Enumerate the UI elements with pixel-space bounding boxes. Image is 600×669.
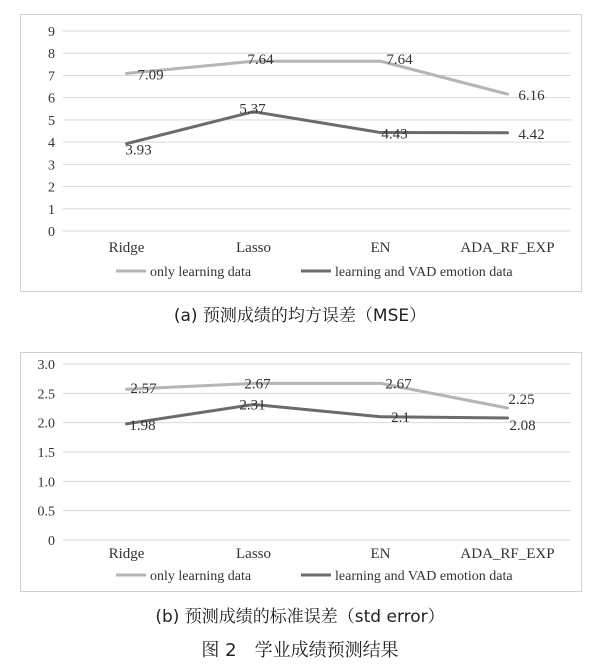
- chart-panel-mse: [20, 14, 582, 292]
- chart-panel-std-error: [20, 352, 582, 592]
- legend: [116, 265, 513, 280]
- data-label: 2.1: [391, 409, 410, 426]
- y-tick-label: 0: [48, 225, 55, 240]
- data-label: 3.93: [125, 142, 152, 159]
- data-label: 2.25: [508, 392, 535, 408]
- data-label: 7.64: [386, 52, 413, 69]
- std-error-line-chart: [21, 353, 581, 591]
- series-line-2: [127, 112, 508, 144]
- data-label: 6.16: [518, 88, 545, 105]
- y-tick-label: 1: [48, 202, 55, 218]
- y-tick-label: 4: [48, 136, 55, 152]
- y-tick-label: 0.5: [37, 504, 55, 520]
- y-tick-label: 2.5: [37, 387, 55, 403]
- y-tick-label: 6: [48, 91, 55, 107]
- legend-label: learning and VAD emotion data: [335, 569, 513, 584]
- y-tick-label: 3.0: [37, 358, 55, 373]
- data-label: 4.43: [381, 126, 408, 143]
- data-label: 1.98: [129, 417, 156, 434]
- data-label: 7.64: [247, 52, 274, 69]
- y-tick-label: 8: [48, 47, 55, 63]
- x-category-label: ADA_RF_EXP: [460, 546, 555, 562]
- data-label: 2.31: [239, 397, 266, 414]
- data-label: 2.67: [244, 376, 271, 393]
- data-label: 5.37: [239, 101, 266, 118]
- legend-label: only learning data: [150, 569, 252, 584]
- y-tick-label: 7: [48, 69, 55, 85]
- legend-label: only learning data: [150, 265, 252, 280]
- x-category-label: Ridge: [108, 546, 145, 562]
- data-label: 2.67: [385, 376, 412, 393]
- y-tick-label: 9: [48, 25, 55, 40]
- series-line-1: [127, 61, 508, 94]
- y-tick-label: 3: [48, 158, 55, 174]
- series-line-2: [127, 404, 508, 423]
- chart-caption-mse: (a) 预测成绩的均方误差（MSE）: [173, 306, 427, 326]
- x-category-label: Lasso: [236, 546, 271, 562]
- y-tick-label: 2: [48, 180, 55, 196]
- legend-label: learning and VAD emotion data: [335, 265, 513, 280]
- chart-caption-std-error: (b) 预测成绩的标准误差（std error）: [155, 607, 445, 627]
- x-category-label: Ridge: [108, 240, 145, 256]
- y-tick-label: 5: [48, 113, 55, 129]
- data-label: 2.57: [130, 381, 157, 398]
- series-line-1: [127, 383, 508, 408]
- figure-caption: 图 2 学业成绩预测结果: [201, 640, 399, 661]
- data-label: 7.09: [137, 67, 164, 84]
- x-category-label: ADA_RF_EXP: [460, 240, 555, 256]
- x-category-label: EN: [370, 546, 391, 562]
- mse-line-chart: [21, 15, 581, 291]
- y-tick-label: 1.5: [37, 446, 55, 461]
- data-label: 2.08: [509, 417, 536, 434]
- y-tick-label: 1.0: [37, 475, 55, 491]
- data-label: 4.42: [518, 126, 545, 143]
- y-tick-label: 0: [48, 534, 55, 549]
- legend: [116, 569, 513, 584]
- x-category-label: EN: [370, 240, 391, 256]
- x-category-label: Lasso: [236, 240, 271, 256]
- y-tick-label: 2.0: [37, 416, 55, 432]
